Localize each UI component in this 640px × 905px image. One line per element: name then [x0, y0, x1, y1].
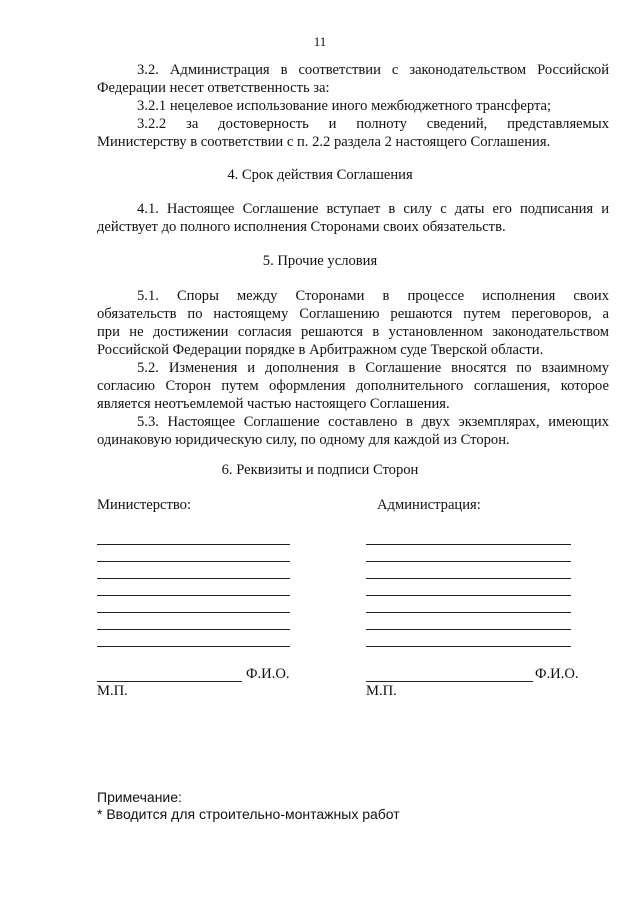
administration-label: Администрация: [377, 497, 481, 513]
clause-5-3-line2: одинаковую юридическую силу, по одному для каждой из Сторон. [97, 432, 510, 448]
clause-5-1-line4: Российской Федерации порядке в Арбитражном суде Тверской области. [97, 342, 544, 358]
note-text: * Вводится для строительно-монтажных работ [97, 806, 400, 822]
ministry-requisite-line [97, 544, 290, 545]
administration-fio: Ф.И.О. [535, 666, 579, 682]
page-number: 11 [313, 34, 327, 49]
clause-5-3-line1: 5.3. Настоящее Соглашение составлено в двух экземплярах, имеющих [137, 414, 609, 430]
section-5-title: 5. Прочие условия [262, 253, 378, 269]
administration-requisite-line [366, 544, 571, 545]
clause-3-2-line1: 3.2. Администрация в соответствии с законодательством Российской [137, 62, 609, 78]
ministry-requisite-line [97, 612, 290, 613]
administration-requisite-line [366, 612, 571, 613]
ministry-requisite-line [97, 561, 290, 562]
administration-requisite-line [366, 646, 571, 647]
clause-4-1-line2: действует до полного исполнения Сторонами своих обязательств. [97, 219, 506, 235]
clause-3-2-1: 3.2.1 нецелевое использование иного межбюджетного трансферта; [137, 98, 552, 114]
administration-requisite-line [366, 629, 571, 630]
ministry-signature-line [97, 681, 242, 682]
administration-requisite-line [366, 595, 571, 596]
clause-5-1-line2: обязательств по настоящему Соглашению решаются путем переговоров, а [97, 306, 609, 322]
section-6-title: 6. Реквизиты и подписи Сторон [221, 462, 419, 478]
clause-5-1-line1: 5.1. Споры между Сторонами в процессе исполнения своих [137, 288, 609, 304]
clause-5-2-line3: является неотъемлемой частью настоящего Соглашения. [97, 396, 450, 412]
clause-3-2-line2: Федерации несет ответственность за: [97, 80, 330, 96]
administration-signature-line [366, 681, 533, 682]
clause-5-2-line2: согласию Сторон путем оформления дополнительного соглашения, которое [97, 378, 609, 394]
administration-stamp-place: М.П. [366, 683, 397, 699]
ministry-stamp-place: М.П. [97, 683, 128, 699]
clause-5-2-line1: 5.2. Изменения и дополнения в Соглашение вносятся по взаимному [137, 360, 609, 376]
ministry-label: Министерство: [97, 497, 192, 513]
section-4-title: 4. Срок действия Соглашения [227, 167, 413, 183]
administration-requisite-line [366, 578, 571, 579]
clause-3-2-2-line2: Министерству в соответствии с п. 2.2 раздела 2 настоящего Соглашения. [97, 134, 551, 150]
ministry-requisite-line [97, 646, 290, 647]
clause-3-2-2-line1: 3.2.2 за достоверность и полноту сведений, представляемых [137, 116, 609, 132]
ministry-requisite-line [97, 629, 290, 630]
ministry-fio: Ф.И.О. [246, 666, 290, 682]
administration-requisite-line [366, 561, 571, 562]
ministry-requisite-line [97, 595, 290, 596]
clause-4-1-line1: 4.1. Настоящее Соглашение вступает в силу с даты его подписания и [137, 201, 609, 217]
clause-5-1-line3: при не достижении согласия решаются в установленном законодательством [97, 324, 609, 340]
note-title: Примечание: [97, 789, 182, 805]
ministry-requisite-line [97, 578, 290, 579]
